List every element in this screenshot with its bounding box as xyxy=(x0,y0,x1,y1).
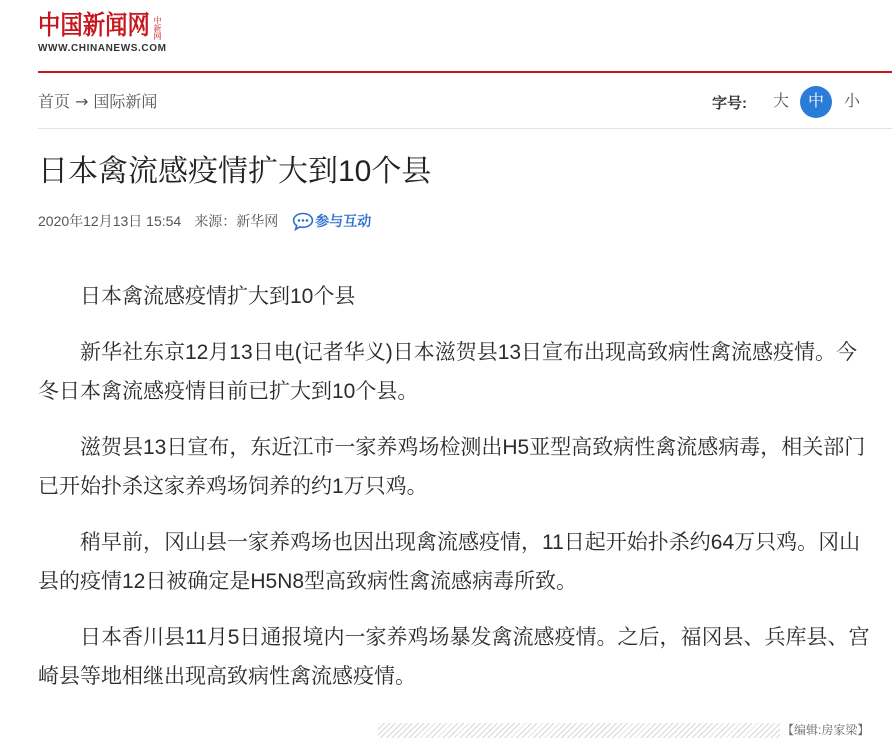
article-paragraph xyxy=(38,428,878,506)
breadcrumb xyxy=(38,92,157,113)
site-logo[interactable] xyxy=(38,10,168,56)
paragraph-line: 日本香川县11月5日通报境内一家养鸡场暴发禽流感疫情。之后，福冈县、兵库县、宫 xyxy=(80,626,870,649)
interact-link[interactable] xyxy=(292,211,371,231)
paragraph-line: 滋贺县13日宣布，东近江市一家养鸡场检测出H5亚型高致病性禽流感病毒，相关部门 xyxy=(80,436,866,459)
logo-url-text: WWW.CHINANEWS.COM xyxy=(38,43,167,54)
interact-label[interactable]: 参与互动 xyxy=(315,213,372,229)
paragraph-line: 新华社东京12月13日电(记者华义)日本滋贺县13日宣布出现高致病性禽流感疫情。今 xyxy=(80,341,858,364)
logo-side-text: 中新网 xyxy=(153,16,162,40)
paragraph-line: 县的疫情12日被确定是H5N8型高致病性禽流感病毒所致。 xyxy=(38,570,578,593)
comment-bubble-icon[interactable] xyxy=(292,211,314,231)
breadcrumb-arrow-icon: → xyxy=(75,92,89,111)
paragraph-line: 崎县等地相继出现高致病性禽流感疫情。 xyxy=(38,665,416,688)
header-divider xyxy=(38,71,892,73)
article-paragraph xyxy=(38,523,878,601)
paragraph-line: 已开始扑杀这家养鸡场饲养的约1万只鸡。 xyxy=(38,475,428,498)
nav-divider xyxy=(38,128,892,129)
editor-credit: 【编辑:房家梁】 xyxy=(782,723,870,737)
article-title: 日本禽流感疫情扩大到10个县 xyxy=(38,155,432,188)
source-label: 来源： xyxy=(194,213,237,229)
paragraph-line: 日本禽流感疫情扩大到10个县 xyxy=(80,285,356,308)
editor-bar xyxy=(378,720,869,740)
source-name: 新华网 xyxy=(236,213,279,229)
font-size-small-button[interactable]: 小 xyxy=(844,93,861,110)
article-meta xyxy=(38,211,371,231)
article-paragraph xyxy=(38,333,878,411)
article-paragraph xyxy=(38,277,878,316)
font-size-control xyxy=(712,86,860,118)
article-paragraph xyxy=(38,618,878,696)
paragraph-line: 稍早前，冈山县一家养鸡场也因出现禽流感疫情，11日起开始扑杀约64万只鸡。冈山 xyxy=(80,531,861,554)
hatch-decoration xyxy=(378,723,780,738)
publish-datetime: 2020年12月13日 15:54 xyxy=(38,213,182,229)
paragraph-line: 冬日本禽流感疫情目前已扩大到10个县。 xyxy=(38,380,419,403)
breadcrumb-home-link[interactable]: 首页 xyxy=(38,94,71,111)
font-size-label: 字号: xyxy=(712,94,747,112)
article-body xyxy=(38,277,878,713)
breadcrumb-section-link[interactable]: 国际新闻 xyxy=(93,94,158,111)
font-size-large-button[interactable]: 大 xyxy=(773,93,790,110)
logo-wordmark: 中国新闻网 xyxy=(38,11,150,41)
font-size-medium-button[interactable]: 中 xyxy=(800,86,832,118)
